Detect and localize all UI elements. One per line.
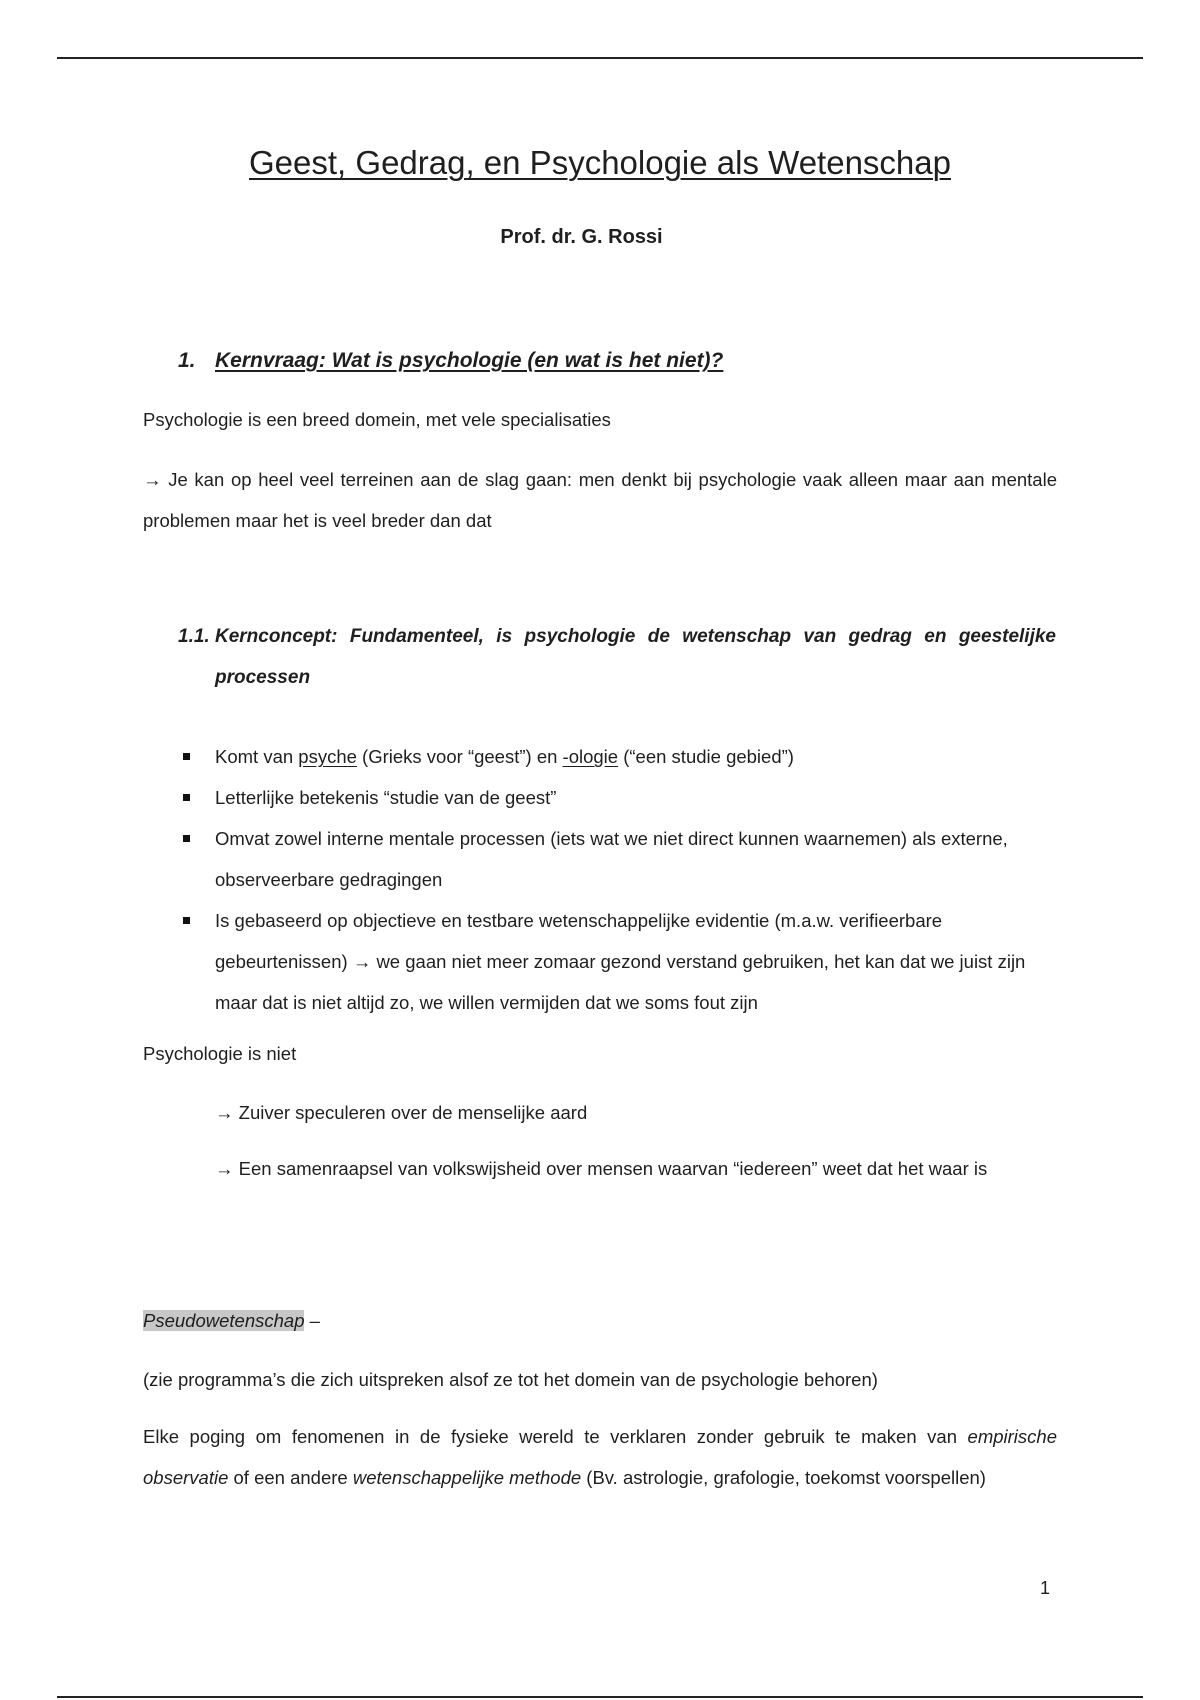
pseudo-definition: Elke poging om fenomenen in de fysieke wereld te verklaren zonder gebruik te maken van empirische observatie of een andere wetenschappelijke methode (Bv. astrologie, grafologie, toekomst voorspellen) [143, 1426, 1057, 1488]
term-psyche: psyche [298, 746, 357, 767]
list-item: Letterlijke betekenis “studie van de geest” [178, 777, 1056, 818]
section-1-heading [178, 349, 723, 373]
list-item: Komt van psyche (Grieks voor “geest”) en -ologie (“een studie gebied”) [178, 736, 1056, 777]
emph-methode: wetenschappelijke methode [352, 1467, 582, 1488]
not-item-2: → Een samenraapsel van volkswijsheid over mensen waarvan “iedereen” weet dat het waar is [215, 1158, 988, 1179]
bullet-icon [183, 753, 190, 760]
list-item: Omvat zowel interne mentale processen (iets wat we niet direct kunnen waarnemen) als externe, observeerbare gedragingen [178, 818, 1056, 900]
emph-empirische: empirische observatie [143, 1426, 1057, 1488]
section-1-1-heading [178, 616, 1056, 698]
intro-paragraph: Psychologie is een breed domein, met vele specialisaties [143, 409, 611, 430]
list-item: Is gebaseerd op objectieve en testbare wetenschappelijke evidentie (m.a.w. verifieerbare gebeurtenissen) → we gaan niet meer zomaar gezond verstand gebruiken, het kan dat we juist zijn maar dat is niet altijd zo, we willen vermijden dat we soms fout zijn [178, 900, 1056, 1023]
top-rule [57, 57, 1143, 59]
pseudo-heading: Pseudowetenschap – [143, 1310, 320, 1331]
arrow-paragraph: → Je kan op heel veel terreinen aan de slag gaan: men denkt bij psychologie vaak alleen maar aan mentale problemen maar het is veel breder dan dat [143, 469, 1057, 531]
not-heading: Psychologie is niet [143, 1043, 297, 1064]
section-1-number: 1. [178, 349, 196, 372]
document-title: Geest, Gedrag, en Psychologie als Wetenschap [249, 144, 951, 181]
bullet-icon [183, 794, 190, 801]
page-number: 1 [1040, 1578, 1051, 1598]
not-item-1: → Zuiver speculeren over de menselijke aard [215, 1102, 588, 1123]
section-1-1-title: Kernconcept: Fundamenteel, is psychologie de wetenschap van gedrag en geestelijke processen [215, 626, 1056, 688]
bottom-rule [57, 1696, 1143, 1698]
bullet-icon [183, 917, 190, 924]
section-1-1-number: 1.1. [178, 626, 210, 647]
section-1-title: Kernvraag: Wat is psychologie (en wat is het niet)? [215, 349, 724, 372]
pseudo-note: (zie programma’s die zich uitspreken alsof ze tot het domein van de psychologie behoren) [143, 1369, 878, 1390]
bullet-icon [183, 835, 190, 842]
term-ologie: -ologie [562, 746, 619, 767]
pseudo-term: Pseudowetenschap [143, 1310, 305, 1331]
bullet-list [178, 736, 1056, 1023]
author-line: Prof. dr. G. Rossi [500, 226, 663, 248]
